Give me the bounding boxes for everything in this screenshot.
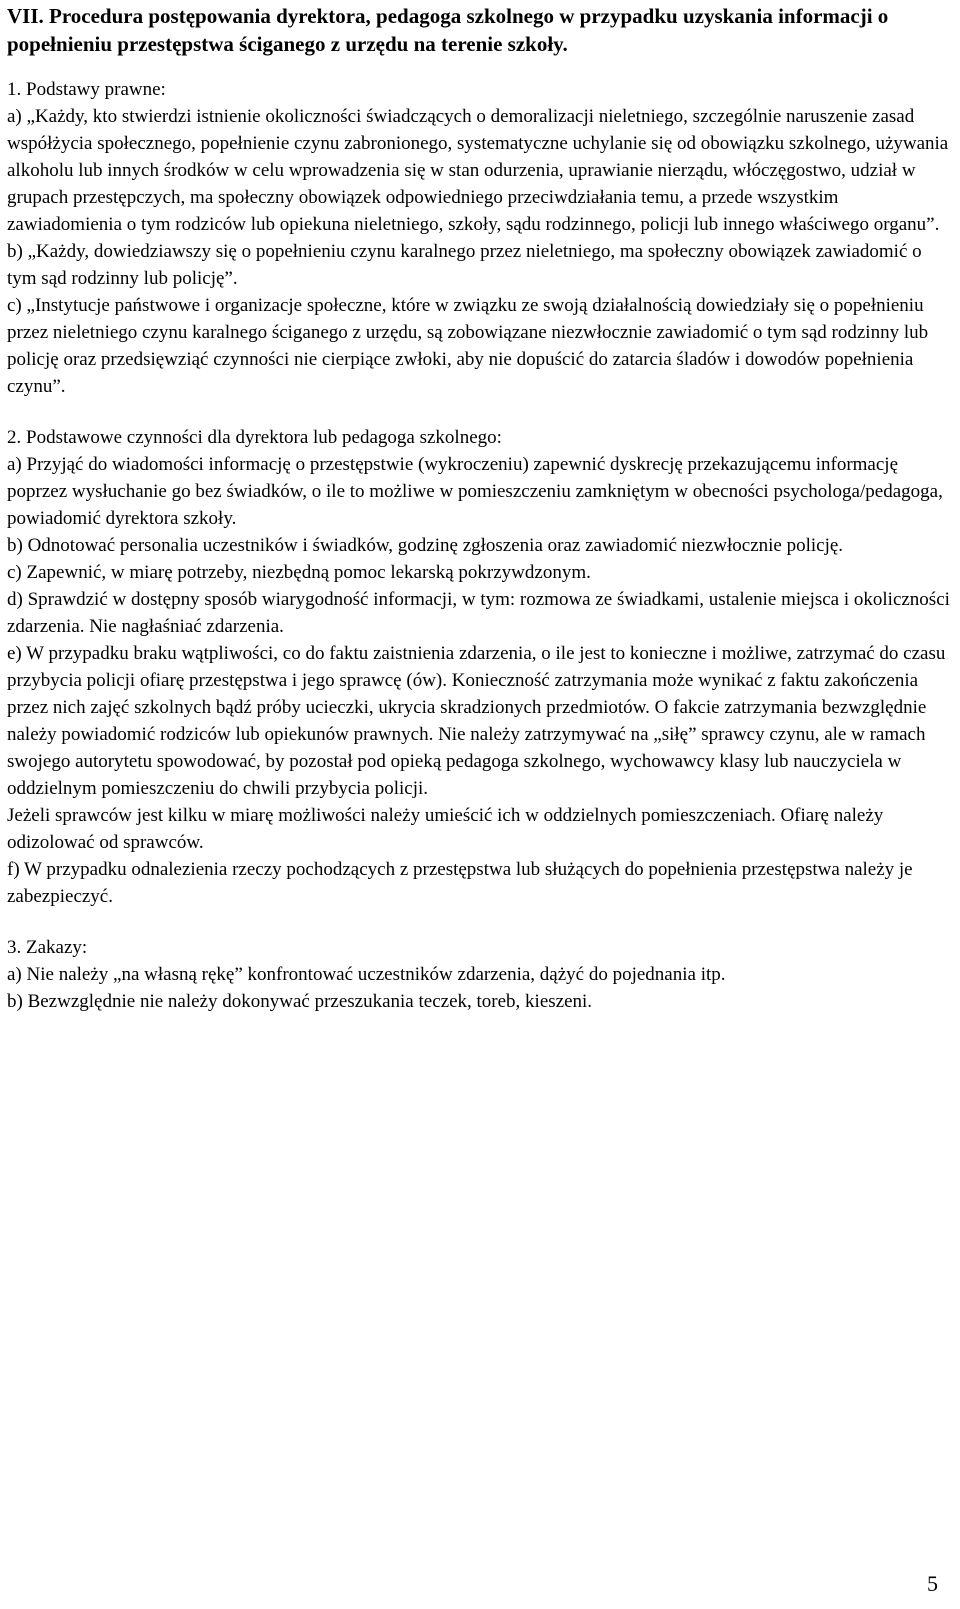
paragraph: b) „Każdy, dowiedziawszy się o popełnieniu czynu karalnego przez nieletniego, ma społeczny obowiązek zawiadomić o tym sąd rodzinny lub policję”. <box>7 241 922 289</box>
section-heading: VII. Procedura postępowania dyrektora, pedagoga szkolnego w przypadku uzyskania informacji o popełnieniu przestępstwa ściganego z urzędu na terenie szkoły. <box>7 4 889 56</box>
section-basic-actions <box>7 424 953 910</box>
section-title: 3. Zakazy: <box>7 937 88 958</box>
paragraph: e) W przypadku braku wątpliwości, co do faktu zaistnienia zdarzenia, o ile jest to konieczne i możliwe, zatrzymać do czasu przybycia policji ofiarę przestępstwa i jego sprawcę (ów). Konieczność zatrzymania może wynikać z faktu zakończenia przez nich zajęć szkolnych bądź próby ucieczki, ukrycia skradzionych przedmiotów. O fakcie zatrzymania bezwzględnie należy powiadomić rodziców lub opiekunów prawnych. Nie należy zatrzymywać na „siłę” sprawcy czynu, ale w ramach swojego autorytetu spowodować, by pozostał pod opieką pedagoga szkolnego, wychowawcy klasy lub nauczyciela w oddzielnym pomieszczeniu do chwili przybycia policji. <box>7 643 946 799</box>
paragraph: c) Zapewnić, w miarę potrzeby, niezbędną pomoc lekarską pokrzywdzonym. <box>7 562 591 583</box>
section-legal-basis <box>7 76 953 400</box>
paragraph: Jeżeli sprawców jest kilku w miarę możliwości należy umieścić ich w oddzielnych pomieszczeniach. Ofiarę należy odizolować od sprawców. <box>7 805 884 853</box>
page-number: 5 <box>927 1571 938 1596</box>
document-page <box>7 0 953 1015</box>
paragraph: b) Odnotować personalia uczestników i świadków, godzinę zgłoszenia oraz zawiadomić niezwłocznie policję. <box>7 535 844 556</box>
section-title: 2. Podstawowe czynności dla dyrektora lub pedagoga szkolnego: <box>7 427 502 448</box>
paragraph: f) W przypadku odnalezienia rzeczy pochodzących z przestępstwa lub służących do popełnienia przestępstwa należy je zabezpieczyć. <box>7 859 913 907</box>
paragraph: c) „Instytucje państwowe i organizacje społeczne, które w związku ze swoją działalnością dowiedziały się o popełnieniu przez nieletniego czynu karalnego ściganego z urzędu, są zobowiązane niezwłocznie zawiadomić o tym sąd rodzinny lub policję oraz przedsięwziąć czynności nie cierpiące zwłoki, aby nie dopuścić do zatarcia śladów i dowodów popełnienia czynu”. <box>7 295 929 397</box>
paragraph: a) „Każdy, kto stwierdzi istnienie okoliczności świadczących o demoralizacji nieletniego, szczególnie naruszenie zasad współżycia społecznego, popełnienie czynu zabronionego, systematyczne uchylanie się od obowiązku szkolnego, używania alkoholu lub innych środków w celu wprowadzenia się w stan odurzenia, uprawianie nierządu, włóczęgostwo, udział w grupach przestępczych, ma społeczny obowiązek odpowiedniego przeciwdziałania temu, a przede wszystkim zawiadomienia o tym rodziców lub opiekuna nieletniego, szkoły, sądu rodzinnego, policji lub innego właściwego organu”. <box>7 106 949 235</box>
section-prohibitions <box>7 934 953 1015</box>
paragraph: b) Bezwzględnie nie należy dokonywać przeszukania teczek, toreb, kieszeni. <box>7 991 593 1012</box>
paragraph: d) Sprawdzić w dostępny sposób wiarygodność informacji, w tym: rozmowa ze świadkami, ustalenie miejsca i okoliczności zdarzenia. Nie nagłaśniać zdarzenia. <box>7 589 950 637</box>
paragraph: a) Przyjąć do wiadomości informację o przestępstwie (wykroczeniu) zapewnić dyskrecję przekazującemu informację poprzez wysłuchanie go bez świadków, o ile to możliwe w pomieszczeniu zamkniętym w obecności psychologa/pedagoga, powiadomić dyrektora szkoły. <box>7 454 943 529</box>
section-title: 1. Podstawy prawne: <box>7 79 166 100</box>
paragraph: a) Nie należy „na własną rękę” konfrontować uczestników zdarzenia, dążyć do pojednania itp. <box>7 964 726 985</box>
